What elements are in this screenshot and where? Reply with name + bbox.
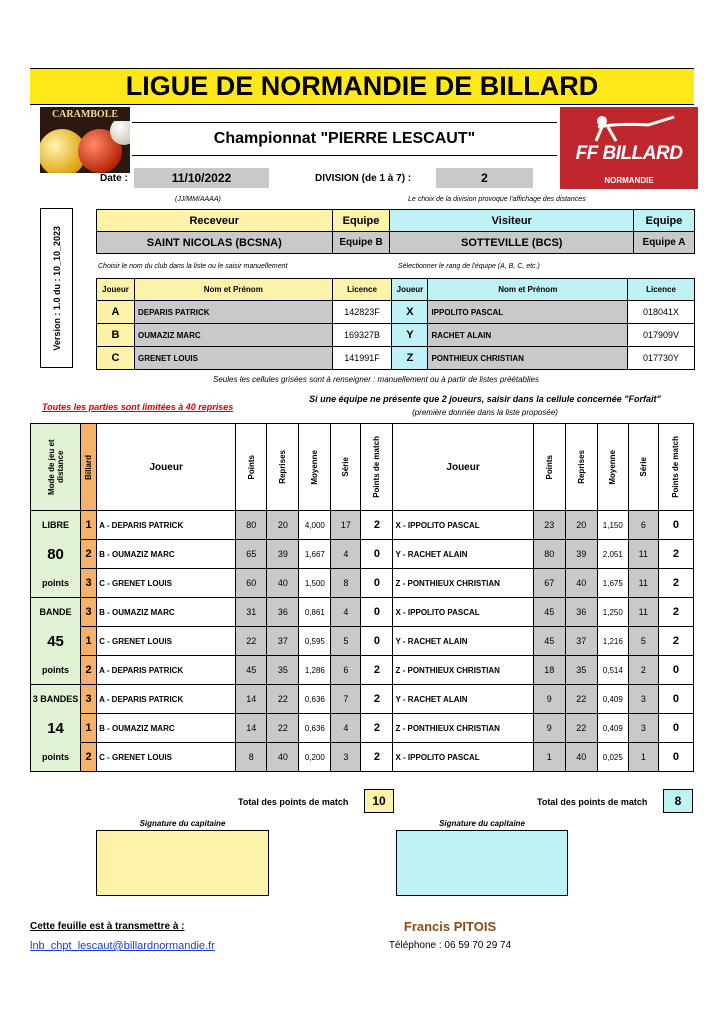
away-reprises[interactable]: 36 bbox=[565, 598, 597, 627]
billard-number: 3 bbox=[81, 598, 97, 627]
billard-header: Billard bbox=[81, 424, 97, 511]
date-field[interactable]: 11/10/2022 bbox=[134, 168, 269, 188]
away-player: X - IPPOLITO PASCAL bbox=[393, 743, 533, 772]
receveur-equipe-header: Equipe bbox=[332, 210, 390, 232]
home-player-code: A bbox=[97, 301, 135, 324]
away-moyenne: 1,675 bbox=[597, 569, 628, 598]
match-row bbox=[31, 656, 694, 685]
away-serie[interactable]: 11 bbox=[628, 569, 658, 598]
match-row bbox=[31, 569, 694, 598]
billard-number: 2 bbox=[81, 656, 97, 685]
home-serie[interactable]: 8 bbox=[331, 569, 361, 598]
home-moyenne-header: Moyenne bbox=[299, 424, 331, 511]
mode-cell: BANDE bbox=[31, 598, 81, 627]
away-moyenne-header: Moyenne bbox=[597, 424, 628, 511]
away-points[interactable]: 45 bbox=[533, 598, 565, 627]
home-moyenne: 0,636 bbox=[299, 685, 331, 714]
away-player-licence: 018041X bbox=[628, 301, 695, 324]
mode-cell: 45 bbox=[31, 627, 81, 656]
billiard-player-icon bbox=[588, 113, 678, 143]
ff-billard-logo bbox=[560, 107, 698, 189]
home-moyenne: 0,861 bbox=[299, 598, 331, 627]
home-reprises[interactable]: 22 bbox=[267, 685, 299, 714]
away-serie[interactable]: 2 bbox=[628, 656, 658, 685]
away-joueur-header: Joueur bbox=[392, 279, 428, 301]
away-signature-label: Signature du capitaine bbox=[439, 818, 525, 828]
away-points[interactable]: 1 bbox=[533, 743, 565, 772]
ff-billard-text: FF BILLARD bbox=[575, 143, 683, 164]
home-serie[interactable]: 17 bbox=[331, 511, 361, 540]
away-player-code: Z bbox=[392, 347, 428, 370]
home-serie[interactable]: 4 bbox=[331, 540, 361, 569]
billard-number: 3 bbox=[81, 569, 97, 598]
home-player: B - OUMAZIZ MARC bbox=[97, 714, 236, 743]
contact-name: Francis PITOIS bbox=[403, 918, 497, 934]
home-player: C - GRENET LOUIS bbox=[97, 627, 236, 656]
home-points[interactable]: 8 bbox=[236, 743, 267, 772]
match-row bbox=[31, 743, 694, 772]
home-player-licence: 141991F bbox=[332, 347, 392, 370]
away-total-label: Total des points de match bbox=[537, 797, 648, 807]
receveur-header: Receveur bbox=[97, 210, 333, 232]
home-pts-match-header: Points de match bbox=[361, 424, 393, 511]
away-moyenne: 1,216 bbox=[597, 627, 628, 656]
away-serie[interactable]: 11 bbox=[628, 540, 658, 569]
reprises-limit-note: Toutes les parties sont limitées à 40 reprises bbox=[42, 402, 234, 412]
home-moyenne: 0,595 bbox=[299, 627, 331, 656]
billiard-balls-icon bbox=[40, 121, 130, 173]
home-player: B - OUMAZIZ MARC bbox=[97, 598, 236, 627]
home-match-points: 2 bbox=[361, 714, 393, 743]
away-player-name[interactable]: PONTHIEUX CHRISTIAN bbox=[428, 347, 628, 370]
home-moyenne: 0,636 bbox=[299, 714, 331, 743]
carambole-logo bbox=[40, 107, 130, 173]
away-player: Y - RACHET ALAIN bbox=[393, 540, 533, 569]
home-reprises[interactable]: 39 bbox=[267, 540, 299, 569]
receveur-equipe-field[interactable]: Equipe B bbox=[332, 232, 390, 254]
mode-header: Mode de jeu et distance bbox=[31, 424, 81, 511]
forfait-note-2: (première donnée dans la liste proposée) bbox=[412, 407, 558, 417]
mode-cell: 80 bbox=[31, 540, 81, 569]
home-signature-box[interactable] bbox=[96, 830, 269, 896]
away-reprises[interactable]: 22 bbox=[565, 714, 597, 743]
home-serie[interactable]: 3 bbox=[331, 743, 361, 772]
home-reprises[interactable]: 40 bbox=[267, 569, 299, 598]
home-reprises[interactable]: 35 bbox=[267, 656, 299, 685]
home-player: A - DEPARIS PATRICK bbox=[97, 511, 236, 540]
version-box bbox=[40, 208, 73, 368]
away-points[interactable]: 18 bbox=[533, 656, 565, 685]
player-row bbox=[97, 347, 695, 370]
away-licence-header: Licence bbox=[628, 279, 695, 301]
away-player: Z - PONTHIEUX CHRISTIAN bbox=[393, 714, 533, 743]
away-serie[interactable]: 11 bbox=[628, 598, 658, 627]
division-label: DIVISION (de 1 à 7) : bbox=[315, 173, 412, 184]
home-serie[interactable]: 6 bbox=[331, 656, 361, 685]
home-reprises-header: Reprises bbox=[267, 424, 299, 511]
away-moyenne: 1,250 bbox=[597, 598, 628, 627]
away-reprises[interactable]: 20 bbox=[565, 511, 597, 540]
away-player-licence: 017730Y bbox=[628, 347, 695, 370]
away-player: Z - PONTHIEUX CHRISTIAN bbox=[393, 656, 533, 685]
home-points[interactable]: 31 bbox=[236, 598, 267, 627]
home-match-points: 0 bbox=[361, 627, 393, 656]
home-serie[interactable]: 7 bbox=[331, 685, 361, 714]
visiteur-equipe-header: Equipe bbox=[634, 210, 695, 232]
grey-cells-note: Seules les cellules grisées sont à renseigner : manuellement ou à partir de listes préétablies bbox=[213, 374, 539, 384]
away-serie[interactable]: 5 bbox=[628, 627, 658, 656]
billard-number: 1 bbox=[81, 627, 97, 656]
home-points[interactable]: 65 bbox=[236, 540, 267, 569]
match-row bbox=[31, 714, 694, 743]
date-format-hint: (JJ/MM/AAAA) bbox=[175, 196, 221, 203]
home-reprises[interactable]: 36 bbox=[267, 598, 299, 627]
mode-cell: 3 BANDES bbox=[31, 685, 81, 714]
home-licence-header: Licence bbox=[332, 279, 392, 301]
home-player: B - OUMAZIZ MARC bbox=[97, 540, 236, 569]
rank-hint: Sélectionner le rang de l'équipe (A, B, C, etc.) bbox=[398, 263, 540, 270]
home-points[interactable]: 80 bbox=[236, 511, 267, 540]
home-reprises[interactable]: 40 bbox=[267, 743, 299, 772]
away-match-points: 0 bbox=[658, 511, 693, 540]
home-match-points: 2 bbox=[361, 511, 393, 540]
forfait-note: Si une équipe ne présente que 2 joueurs, saisir dans la cellule concernée "Forfait" bbox=[309, 393, 661, 404]
visiteur-club-field[interactable]: SOTTEVILLE (BCS) bbox=[390, 232, 634, 254]
player-row bbox=[97, 301, 695, 324]
away-moyenne: 0,514 bbox=[597, 656, 628, 685]
match-header-row bbox=[31, 424, 694, 511]
home-points-header: Points bbox=[236, 424, 267, 511]
home-player: A - DEPARIS PATRICK bbox=[97, 656, 236, 685]
away-serie[interactable]: 3 bbox=[628, 685, 658, 714]
away-player: Z - PONTHIEUX CHRISTIAN bbox=[393, 569, 533, 598]
mode-cell: points bbox=[31, 569, 81, 598]
home-player-licence: 142823F bbox=[332, 301, 392, 324]
home-joueur-header: Joueur bbox=[97, 279, 135, 301]
home-match-points: 2 bbox=[361, 685, 393, 714]
championship-title: Championnat "PIERRE LESCAUT" bbox=[132, 122, 557, 156]
home-points[interactable]: 22 bbox=[236, 627, 267, 656]
division-field[interactable]: 2 bbox=[436, 168, 533, 188]
home-joueur-col-header: Joueur bbox=[97, 424, 236, 511]
home-player-name[interactable]: OUMAZIZ MARC bbox=[134, 324, 332, 347]
home-player-name[interactable]: DEPARIS PATRICK bbox=[134, 301, 332, 324]
away-match-points: 2 bbox=[658, 569, 693, 598]
home-points[interactable]: 60 bbox=[236, 569, 267, 598]
away-match-points: 2 bbox=[658, 540, 693, 569]
away-player-name[interactable]: IPPOLITO PASCAL bbox=[428, 301, 628, 324]
away-moyenne: 1,150 bbox=[597, 511, 628, 540]
receveur-club-field[interactable]: SAINT NICOLAS (BCSNA) bbox=[97, 232, 333, 254]
visiteur-header: Visiteur bbox=[390, 210, 634, 232]
player-row bbox=[97, 324, 695, 347]
home-player-licence: 169327B bbox=[332, 324, 392, 347]
billard-number: 1 bbox=[81, 511, 97, 540]
visiteur-equipe-field[interactable]: Equipe A bbox=[634, 232, 695, 254]
away-moyenne: 0,409 bbox=[597, 685, 628, 714]
away-reprises-header: Reprises bbox=[565, 424, 597, 511]
away-joueur-col-header: Joueur bbox=[393, 424, 533, 511]
away-match-points: 2 bbox=[658, 598, 693, 627]
home-nom-header: Nom et Prénom bbox=[134, 279, 332, 301]
home-player-code: C bbox=[97, 347, 135, 370]
away-reprises[interactable]: 40 bbox=[565, 569, 597, 598]
away-points[interactable]: 45 bbox=[533, 627, 565, 656]
home-player-name[interactable]: GRENET LOUIS bbox=[134, 347, 332, 370]
away-reprises[interactable]: 39 bbox=[565, 540, 597, 569]
home-signature-label: Signature du capitaine bbox=[139, 818, 226, 828]
home-match-points: 0 bbox=[361, 598, 393, 627]
match-row bbox=[31, 598, 694, 627]
contact-phone: Téléphone : 06 59 70 29 74 bbox=[388, 939, 512, 951]
away-moyenne: 2,051 bbox=[597, 540, 628, 569]
home-total-value: 10 bbox=[364, 789, 394, 813]
match-row bbox=[31, 685, 694, 714]
away-points[interactable]: 9 bbox=[533, 714, 565, 743]
away-match-points: 0 bbox=[658, 714, 693, 743]
teams-table bbox=[96, 209, 695, 254]
away-points[interactable]: 9 bbox=[533, 685, 565, 714]
away-match-points: 0 bbox=[658, 743, 693, 772]
home-points[interactable]: 14 bbox=[236, 685, 267, 714]
away-match-points: 0 bbox=[658, 656, 693, 685]
home-serie[interactable]: 4 bbox=[331, 714, 361, 743]
away-nom-header: Nom et Prénom bbox=[428, 279, 628, 301]
away-reprises[interactable]: 35 bbox=[565, 656, 597, 685]
away-player-code: Y bbox=[392, 324, 428, 347]
away-signature-box[interactable] bbox=[396, 830, 568, 896]
players-table bbox=[96, 278, 695, 370]
billard-number: 2 bbox=[81, 743, 97, 772]
mode-cell: points bbox=[31, 743, 81, 772]
away-points-header: Points bbox=[533, 424, 565, 511]
away-points[interactable]: 67 bbox=[533, 569, 565, 598]
billard-number: 3 bbox=[81, 685, 97, 714]
home-points[interactable]: 45 bbox=[236, 656, 267, 685]
away-player: X - IPPOLITO PASCAL bbox=[393, 598, 533, 627]
away-pts-match-header: Points de match bbox=[658, 424, 693, 511]
away-serie[interactable]: 6 bbox=[628, 511, 658, 540]
match-row bbox=[31, 540, 694, 569]
away-player-name[interactable]: RACHET ALAIN bbox=[428, 324, 628, 347]
home-player: C - GRENET LOUIS bbox=[97, 569, 236, 598]
away-serie[interactable]: 3 bbox=[628, 714, 658, 743]
away-reprises[interactable]: 37 bbox=[565, 627, 597, 656]
home-reprises[interactable]: 20 bbox=[267, 511, 299, 540]
home-moyenne: 0,200 bbox=[299, 743, 331, 772]
away-points[interactable]: 23 bbox=[533, 511, 565, 540]
billard-number: 1 bbox=[81, 714, 97, 743]
match-row bbox=[31, 511, 694, 540]
home-moyenne: 1,286 bbox=[299, 656, 331, 685]
away-match-points: 0 bbox=[658, 685, 693, 714]
away-serie-header: Série bbox=[628, 424, 658, 511]
home-moyenne: 1,500 bbox=[299, 569, 331, 598]
normandie-text: NORMANDIE bbox=[604, 175, 654, 185]
home-moyenne: 4,000 bbox=[299, 511, 331, 540]
version-text: Version : 1.0 du : 10_10_2023 bbox=[51, 225, 62, 351]
club-hint: Choisir le nom du club dans la liste ou le saisir manuellement bbox=[98, 263, 288, 270]
home-serie[interactable]: 4 bbox=[331, 598, 361, 627]
away-player-code: X bbox=[392, 301, 428, 324]
email-link[interactable]: lnb_chpt_lescaut@billardnormandie.fr bbox=[30, 940, 215, 952]
away-total-value: 8 bbox=[663, 789, 693, 813]
date-label: Date : bbox=[100, 173, 128, 184]
home-moyenne: 1,667 bbox=[299, 540, 331, 569]
transmit-label: Cette feuille est à transmettre à : bbox=[30, 921, 185, 932]
home-reprises[interactable]: 37 bbox=[267, 627, 299, 656]
billard-number: 2 bbox=[81, 540, 97, 569]
home-serie[interactable]: 5 bbox=[331, 627, 361, 656]
away-serie[interactable]: 1 bbox=[628, 743, 658, 772]
mode-cell: 14 bbox=[31, 714, 81, 743]
away-player: Y - RACHET ALAIN bbox=[393, 627, 533, 656]
match-results-table bbox=[30, 423, 694, 772]
away-reprises[interactable]: 40 bbox=[565, 743, 597, 772]
home-match-points: 2 bbox=[361, 743, 393, 772]
match-row bbox=[31, 627, 694, 656]
mode-cell: LIBRE bbox=[31, 511, 81, 540]
home-match-points: 0 bbox=[361, 569, 393, 598]
home-serie-header: Série bbox=[331, 424, 361, 511]
away-player: Y - RACHET ALAIN bbox=[393, 685, 533, 714]
away-moyenne: 0,025 bbox=[597, 743, 628, 772]
away-player: X - IPPOLITO PASCAL bbox=[393, 511, 533, 540]
away-match-points: 2 bbox=[658, 627, 693, 656]
home-player: C - GRENET LOUIS bbox=[97, 743, 236, 772]
mode-cell: points bbox=[31, 656, 81, 685]
away-moyenne: 0,409 bbox=[597, 714, 628, 743]
home-match-points: 2 bbox=[361, 656, 393, 685]
home-match-points: 0 bbox=[361, 540, 393, 569]
home-total-label: Total des points de match bbox=[238, 797, 349, 807]
away-reprises[interactable]: 22 bbox=[565, 685, 597, 714]
division-hint: Le choix de la division provoque l'affichage des distances bbox=[408, 196, 586, 203]
home-reprises[interactable]: 22 bbox=[267, 714, 299, 743]
away-player-licence: 017909V bbox=[628, 324, 695, 347]
home-player-code: B bbox=[97, 324, 135, 347]
home-points[interactable]: 14 bbox=[236, 714, 267, 743]
home-player: A - DEPARIS PATRICK bbox=[97, 685, 236, 714]
carambole-logo-text: CARAMBOLE bbox=[51, 108, 119, 120]
page-title: LIGUE DE NORMANDIE DE BILLARD bbox=[30, 68, 694, 105]
away-points[interactable]: 80 bbox=[533, 540, 565, 569]
